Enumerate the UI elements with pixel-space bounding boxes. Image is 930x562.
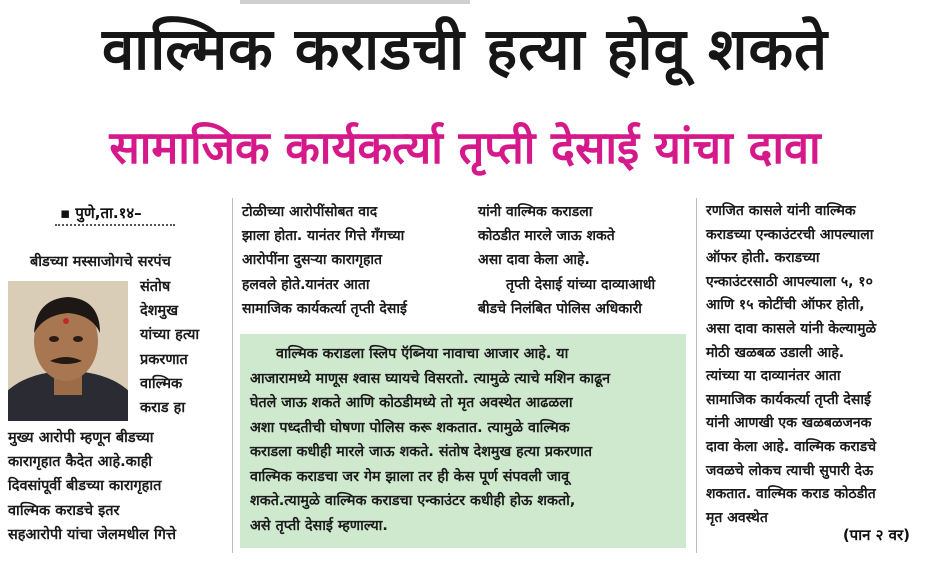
col2-text-line: झाला होता. यानंतर गित्ते गँगच्या <box>242 228 405 245</box>
col4-text-line: रणजित कासले यांनी वाल्मिक <box>706 203 856 219</box>
col1-text-line: कराड हा <box>140 400 186 417</box>
col4-text-line: असा दावा कासले यांनी केल्यामुळे <box>706 320 877 337</box>
col4-text-line: शकतात. वाल्मिक कराड कोठडीत <box>706 486 876 503</box>
col3-text-line: बीडचे निलंबित पोलिस अधिकारी <box>478 300 642 317</box>
col1-text-line: वाल्मिक <box>140 375 183 392</box>
col1-text-line: वाल्मिक कराडचे इतर <box>8 502 120 519</box>
col4-text-line: त्यांच्या या दाव्यानंतर आता <box>706 368 841 385</box>
highlight-line: कराडला कधीही मारले जाऊ शकते. संतोष देशमुख हत्या प्रकरणात <box>250 444 592 460</box>
col1-text-line: प्रकरणात <box>140 351 188 368</box>
subheadline: सामाजिक कार्यकर्त्या तृप्ती देसाई यांचा दावा <box>109 121 821 174</box>
highlight-line: घेतले जाऊ शकते आणि कोठडीमध्ये तो मृत अवस्थेत आढळला <box>250 395 573 411</box>
highlight-quote-box <box>240 334 686 548</box>
col3-text-line: कोठडीत मारले जाऊ शकते <box>478 228 615 245</box>
col4-text-line: यांनी आणखी एक खळबळजनक <box>706 415 872 432</box>
dateline-divider <box>55 224 175 226</box>
highlight-line: वाल्मिक कराडला स्लिप ऍब्निया नावाचा आजार आहे. या <box>276 346 569 362</box>
person-portrait-icon <box>8 281 128 421</box>
col3-text-line: तृप्ती देसाई यांच्या दाव्याआधी <box>506 276 656 293</box>
col1-text-line: मुख्य आरोपी म्हणून बीडच्या <box>8 430 154 446</box>
col1-text-line: कारागृहात कैदेत आहे.काही <box>8 454 153 471</box>
col3-text-line: यांनी वाल्मिक कराडला <box>478 204 593 220</box>
col1-lead <box>30 250 171 274</box>
col4-text <box>706 200 876 530</box>
column-divider <box>696 198 697 553</box>
col2-text-line: आरोपींना दुसऱ्या कारागृहात <box>242 252 383 269</box>
col4-text-line: एन्काउंटरसाठी आपल्याला ५, १० <box>706 273 873 290</box>
headline: वाल्मिक कराडची हत्या होवू शकते <box>101 15 829 83</box>
col4-text-line: सामाजिक कार्यकर्त्या तृप्ती देसाई <box>706 391 871 408</box>
col1-text-line: संतोष <box>140 279 171 295</box>
col2-text-line: सामाजिक कार्यकर्त्या तृप्ती देसाई <box>242 300 407 317</box>
col4-text-line: ऑफर होती. कराडच्या <box>706 250 820 267</box>
col2-text-line: हलवले होते.यानंतर आता <box>242 276 370 293</box>
col4-text-line: आणि १५ कोटींची ऑफर होती, <box>706 297 865 314</box>
col4-text-line: जवळचे लोकच त्याची सुपारी देऊ <box>706 462 874 479</box>
highlight-line: अशा पध्दतीची घोषणा पोलिस करू शकतात. त्यामुळे वाल्मिक <box>250 419 570 436</box>
col4-text-line: मोठी खळबळ उडाली आहे. <box>706 344 845 361</box>
column-divider <box>232 198 233 553</box>
highlight-line: शकते.त्यामुळे वाल्मिक कराडचा एन्काउंटर कधीही होऊ शकतो, <box>250 493 576 509</box>
col1-text-line: यांच्या हत्या <box>140 327 200 344</box>
highlight-line: वाल्मिक कराडचा जर गेम झाला तर ही केस पूर्ण संपवली जावू <box>250 468 570 485</box>
col1-after-photo <box>8 426 176 547</box>
col3-text <box>478 200 655 321</box>
page-top-strip <box>0 0 930 8</box>
col2-text-line: टोळीच्या आरोपींसोबत वाद <box>242 204 378 220</box>
dateline: ▪ पुणे,ता.१४– <box>60 204 142 222</box>
col1-beside-photo <box>140 275 199 420</box>
col1-lead-line: बीडच्या मस्साजोगचे सरपंच <box>30 254 171 270</box>
col1-text-line: सहआरोपी यांचा जेलमधील गित्ते <box>8 526 176 543</box>
col4-text-line: मृत अवस्थेत <box>706 509 768 526</box>
highlight-quote-text <box>250 342 610 538</box>
continued-on-page: (पान २ वर) <box>842 526 910 544</box>
col1-text-line: दिवसांपूर्वी बीडच्या कारागृहात <box>8 478 162 495</box>
col1-text-line: देशमुख <box>140 303 179 320</box>
highlight-line: असे तृप्ती देसाई म्हणाल्या. <box>250 517 388 534</box>
col3-text-line: असा दावा केला आहे. <box>478 252 590 269</box>
highlight-line: आजारामध्ये माणूस श्वास घ्यायचे विसरतो. त्यामुळे त्याचे मशिन काढून <box>250 370 611 387</box>
col2-text <box>242 200 407 321</box>
col4-text-line: कराडच्या एन्काउंटरची आपल्याला <box>706 226 874 243</box>
col4-text-line: दावा केला आहे. वाल्मिक कराडचे <box>706 438 877 455</box>
